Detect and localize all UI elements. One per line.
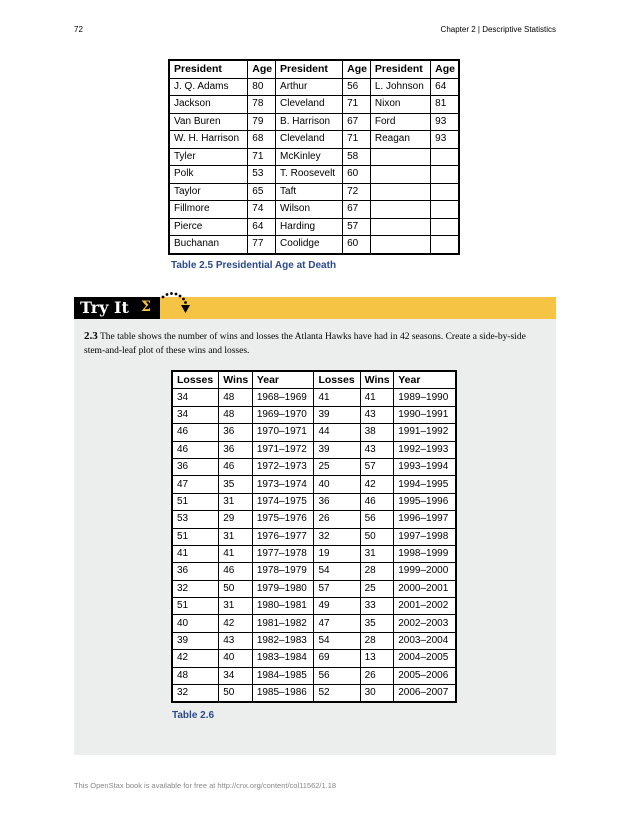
table-cell: 43 [219, 632, 253, 649]
table-cell: 51 [172, 528, 219, 545]
table-cell: Pierce [169, 218, 248, 236]
column-header: Age [431, 60, 459, 78]
table-row [169, 201, 459, 219]
table-cell [431, 201, 459, 219]
table-cell: 19 [314, 545, 360, 562]
table-cell: 48 [172, 667, 219, 684]
table-cell: 28 [360, 632, 394, 649]
table-row [172, 598, 456, 615]
table-cell [370, 183, 430, 201]
dotted-arrow-icon [160, 291, 194, 321]
table-cell: 1999–2000 [394, 563, 456, 580]
column-header: President [276, 60, 343, 78]
table-cell: 25 [314, 458, 360, 475]
table-cell: Taylor [169, 183, 248, 201]
table-cell: 60 [343, 236, 371, 254]
presidents-table [168, 59, 460, 255]
table-cell: 54 [314, 632, 360, 649]
table-cell: Buchanan [169, 236, 248, 254]
table-cell: 36 [172, 458, 219, 475]
table-cell: 32 [172, 685, 219, 703]
table-cell: 46 [172, 424, 219, 441]
column-header: Year [394, 371, 456, 389]
hawks-table [171, 370, 457, 703]
table-row [169, 218, 459, 236]
table-cell: 50 [219, 580, 253, 597]
column-header: Wins [360, 371, 394, 389]
table-cell: 72 [343, 183, 371, 201]
table-cell [370, 236, 430, 254]
table-cell: 53 [248, 166, 276, 184]
table-cell: 67 [343, 201, 371, 219]
column-header: Losses [172, 371, 219, 389]
table-cell [370, 218, 430, 236]
table-cell: 57 [360, 458, 394, 475]
table-cell: 1995–1996 [394, 493, 456, 510]
table-cell: 1977–1978 [252, 545, 314, 562]
table-cell: 50 [219, 685, 253, 703]
table-cell: 44 [314, 424, 360, 441]
table-cell: 1971–1972 [252, 441, 314, 458]
table-cell: 2001–2002 [394, 598, 456, 615]
table-row [172, 528, 456, 545]
table-cell: 93 [431, 131, 459, 149]
table-cell: 50 [360, 528, 394, 545]
table-cell: 67 [343, 113, 371, 131]
table-cell: 49 [314, 598, 360, 615]
table-cell: 41 [172, 545, 219, 562]
table-cell: 2003–2004 [394, 632, 456, 649]
table-cell: B. Harrison [276, 113, 343, 131]
table-cell: 36 [219, 424, 253, 441]
table-cell: 64 [431, 78, 459, 96]
table-cell: Tyler [169, 148, 248, 166]
table-cell: 57 [343, 218, 371, 236]
column-header: President [370, 60, 430, 78]
column-header: Age [248, 60, 276, 78]
table-cell: 40 [314, 476, 360, 493]
try-it-label: Try It [74, 297, 160, 319]
sigma-icon: Σ [141, 299, 151, 315]
table-cell [370, 166, 430, 184]
problem-body: The table shows the number of wins and losses the Atlanta Hawks have had in 42 seasons. Create a side-by-side stem-and-leaf plot of these wins and losses. [84, 332, 526, 356]
table-row [172, 650, 456, 667]
table-cell: 41 [219, 545, 253, 562]
table-cell: 26 [314, 511, 360, 528]
table-row [169, 131, 459, 149]
table-cell: 1974–1975 [252, 493, 314, 510]
table-cell: 43 [360, 406, 394, 423]
table-cell: Ford [370, 113, 430, 131]
table-header-row [169, 60, 459, 78]
table-cell: 52 [314, 685, 360, 703]
table-cell: 1972–1973 [252, 458, 314, 475]
table-cell: Wilson [276, 201, 343, 219]
table-cell: 1969–1970 [252, 406, 314, 423]
table-cell: Polk [169, 166, 248, 184]
table-cell: 41 [314, 389, 360, 406]
table-cell [431, 166, 459, 184]
table-cell: 33 [360, 598, 394, 615]
problem-text [84, 330, 549, 358]
table-cell: Jackson [169, 96, 248, 114]
table-cell: 42 [172, 650, 219, 667]
table-cell: 71 [343, 96, 371, 114]
problem-number: 2.3 [84, 330, 98, 342]
table-cell: 65 [248, 183, 276, 201]
table-cell: 1997–1998 [394, 528, 456, 545]
table-cell: 51 [172, 493, 219, 510]
table-cell: 28 [360, 563, 394, 580]
table-cell: 42 [360, 476, 394, 493]
table-cell: 93 [431, 113, 459, 131]
table-cell: 48 [219, 406, 253, 423]
table-header-row [172, 371, 456, 389]
table-cell: 56 [360, 511, 394, 528]
table-cell: Nixon [370, 96, 430, 114]
table-cell: 1985–1986 [252, 685, 314, 703]
table-row [169, 113, 459, 131]
table-cell: 1982–1983 [252, 632, 314, 649]
table-cell: Cleveland [276, 131, 343, 149]
table-cell: 41 [360, 389, 394, 406]
table-cell: 1968–1969 [252, 389, 314, 406]
table-cell: T. Roosevelt [276, 166, 343, 184]
table-caption: Table 2.5 Presidential Age at Death [171, 260, 337, 271]
table-cell: 31 [219, 493, 253, 510]
table-cell: 42 [219, 615, 253, 632]
table-cell: 36 [172, 563, 219, 580]
table-cell: 74 [248, 201, 276, 219]
footer-note: This OpenStax book is available for free at http://cnx.org/content/col11562/1.18 [74, 781, 337, 790]
table-row [172, 476, 456, 493]
table-cell: 2000–2001 [394, 580, 456, 597]
table-cell: 54 [314, 563, 360, 580]
table-cell: 40 [219, 650, 253, 667]
table-caption: Table 2.6 [172, 710, 215, 721]
table-cell [431, 183, 459, 201]
table-cell: 1984–1985 [252, 667, 314, 684]
table-cell: 1992–1993 [394, 441, 456, 458]
table-cell: 35 [360, 615, 394, 632]
table-cell: 36 [219, 441, 253, 458]
table-cell: Cleveland [276, 96, 343, 114]
table-row [172, 580, 456, 597]
table-cell: 31 [219, 528, 253, 545]
column-header: Age [343, 60, 371, 78]
column-header: Year [252, 371, 314, 389]
table-cell: 1973–1974 [252, 476, 314, 493]
table-cell: 56 [343, 78, 371, 96]
table-cell: 80 [248, 78, 276, 96]
table-cell: 1983–1984 [252, 650, 314, 667]
table-row [172, 441, 456, 458]
table-row [172, 389, 456, 406]
table-cell: 1998–1999 [394, 545, 456, 562]
table-row [169, 78, 459, 96]
table-cell: 31 [360, 545, 394, 562]
table-row [172, 493, 456, 510]
table-row [172, 632, 456, 649]
table-cell: Harding [276, 218, 343, 236]
table-cell: 2006–2007 [394, 685, 456, 703]
table-cell: 81 [431, 96, 459, 114]
table-cell: 1994–1995 [394, 476, 456, 493]
table-cell [370, 148, 430, 166]
table-cell: 25 [360, 580, 394, 597]
table-cell: 34 [219, 667, 253, 684]
table-cell: Coolidge [276, 236, 343, 254]
table-cell: Fillmore [169, 201, 248, 219]
table-row [169, 148, 459, 166]
table-cell: 48 [219, 389, 253, 406]
table-row [169, 166, 459, 184]
table-cell: 39 [172, 632, 219, 649]
table-cell: McKinley [276, 148, 343, 166]
table-cell: 34 [172, 389, 219, 406]
column-header: President [169, 60, 248, 78]
column-header: Wins [219, 371, 253, 389]
table-cell: 1980–1981 [252, 598, 314, 615]
table-cell: 46 [360, 493, 394, 510]
table-cell: Taft [276, 183, 343, 201]
table-row [172, 563, 456, 580]
table-cell: 40 [172, 615, 219, 632]
table-cell: Reagan [370, 131, 430, 149]
table-row [172, 667, 456, 684]
table-cell: 29 [219, 511, 253, 528]
table-cell: 77 [248, 236, 276, 254]
table-row [169, 96, 459, 114]
table-cell: J. Q. Adams [169, 78, 248, 96]
table-cell: 32 [172, 580, 219, 597]
table-cell: 1981–1982 [252, 615, 314, 632]
table-cell: 35 [219, 476, 253, 493]
table-cell [431, 218, 459, 236]
table-cell: Van Buren [169, 113, 248, 131]
table-cell: 64 [248, 218, 276, 236]
table-cell: 1979–1980 [252, 580, 314, 597]
table-cell: 1978–1979 [252, 563, 314, 580]
table-cell: 1989–1990 [394, 389, 456, 406]
table-cell: 36 [314, 493, 360, 510]
table-cell: 43 [360, 441, 394, 458]
table-cell: 34 [172, 406, 219, 423]
page-number: 72 [74, 25, 83, 34]
table-cell: Arthur [276, 78, 343, 96]
table-cell: L. Johnson [370, 78, 430, 96]
table-cell: 1996–1997 [394, 511, 456, 528]
table-cell: 71 [343, 131, 371, 149]
table-cell [370, 201, 430, 219]
table-cell: 78 [248, 96, 276, 114]
table-cell: 68 [248, 131, 276, 149]
table-cell: 32 [314, 528, 360, 545]
table-row [172, 511, 456, 528]
table-cell: 1991–1992 [394, 424, 456, 441]
table-cell: 57 [314, 580, 360, 597]
chapter-title: Chapter 2 | Descriptive Statistics [440, 25, 556, 34]
table-cell [431, 148, 459, 166]
table-cell: 46 [172, 441, 219, 458]
table-cell: 46 [219, 563, 253, 580]
table-cell: 53 [172, 511, 219, 528]
table-cell: 60 [343, 166, 371, 184]
table-cell: 69 [314, 650, 360, 667]
table-cell: 47 [172, 476, 219, 493]
table-row [172, 406, 456, 423]
table-cell: 39 [314, 406, 360, 423]
table-cell: W. H. Harrison [169, 131, 248, 149]
table-row [172, 458, 456, 475]
table-cell: 46 [219, 458, 253, 475]
table-cell: 2005–2006 [394, 667, 456, 684]
table-cell: 30 [360, 685, 394, 703]
table-cell: 39 [314, 441, 360, 458]
table-cell: 47 [314, 615, 360, 632]
table-cell: 2002–2003 [394, 615, 456, 632]
table-cell: 1975–1976 [252, 511, 314, 528]
table-cell: 1976–1977 [252, 528, 314, 545]
table-cell: 2004–2005 [394, 650, 456, 667]
table-row [172, 685, 456, 703]
table-row [169, 183, 459, 201]
table-cell: 51 [172, 598, 219, 615]
table-cell: 13 [360, 650, 394, 667]
table-cell: 71 [248, 148, 276, 166]
table-cell: 79 [248, 113, 276, 131]
table-cell [431, 236, 459, 254]
table-cell: 1990–1991 [394, 406, 456, 423]
table-row [172, 615, 456, 632]
table-row [169, 236, 459, 254]
table-cell: 38 [360, 424, 394, 441]
table-row [172, 424, 456, 441]
table-cell: 1993–1994 [394, 458, 456, 475]
table-cell: 58 [343, 148, 371, 166]
table-cell: 26 [360, 667, 394, 684]
table-cell: 31 [219, 598, 253, 615]
table-cell: 1970–1971 [252, 424, 314, 441]
table-row [172, 545, 456, 562]
column-header: Losses [314, 371, 360, 389]
table-cell: 56 [314, 667, 360, 684]
